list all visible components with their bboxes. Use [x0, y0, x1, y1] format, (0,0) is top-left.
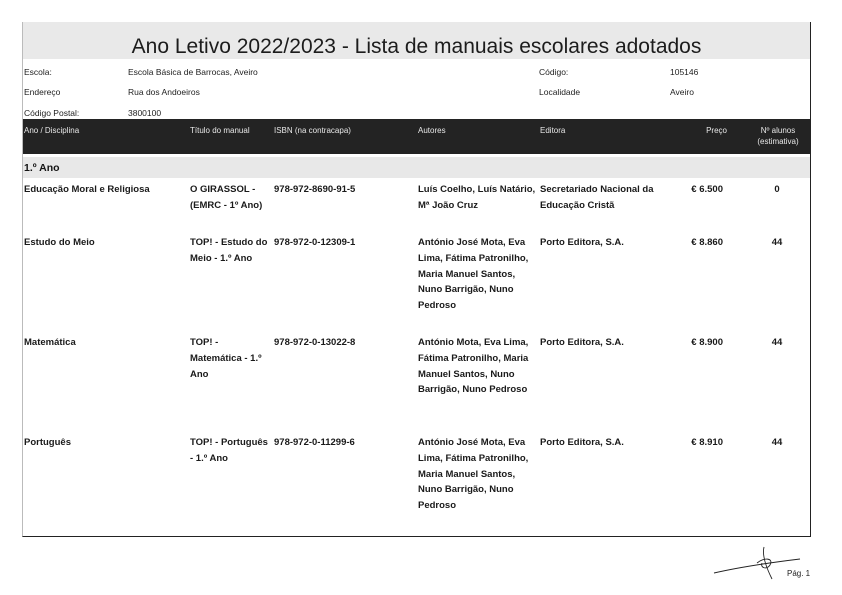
cell-autores: Luís Coelho, Luís Natário, Mª João Cruz [418, 184, 536, 211]
cell-preco: € 8.910 [691, 437, 723, 448]
header-isbn: ISBN (na contracapa) [274, 126, 351, 135]
header-preco: Preço [706, 126, 727, 135]
header-autores: Autores [418, 126, 446, 135]
localidade-value: Aveiro [670, 87, 694, 97]
cell-autores: António José Mota, Eva Lima, Fátima Patronilho, Maria Manuel Santos, Nuno Barrigão, Nuno Pedroso [418, 437, 529, 512]
cell-autores: António José Mota, Eva Lima, Fátima Patronilho, Maria Manuel Santos, Nuno Barrigão, Nuno Pedroso [418, 237, 529, 312]
cell-autores: António Mota, Eva Lima, Fátima Patronilho, Maria Manuel Santos, Nuno Barrigão, Nuno Pedroso [418, 337, 529, 396]
header-alunos [747, 125, 809, 147]
header-alunos-line1: Nº alunos [760, 126, 796, 135]
cell-alunos: 0 [774, 184, 780, 195]
cell-alunos: 44 [771, 437, 783, 448]
cell-alunos: 44 [771, 237, 783, 248]
escola-label: Escola: [24, 67, 52, 77]
cell-titulo: TOP! - Português - 1.º Ano [190, 437, 268, 464]
cell-titulo: TOP! - Estudo do Meio - 1.º Ano [190, 237, 268, 264]
cell-editora: Porto Editora, S.A. [540, 337, 624, 348]
cell-editora: Secretariado Nacional da Educação Cristã [540, 184, 654, 211]
header-disciplina: Ano / Disciplina [24, 126, 80, 135]
cell-editora: Porto Editora, S.A. [540, 437, 624, 448]
endereco-label: Endereço [24, 87, 61, 97]
cell-isbn: 978-972-0-11299-6 [274, 437, 355, 448]
cell-preco: € 8.860 [691, 237, 723, 248]
document-sheet [22, 22, 811, 537]
cell-isbn: 978-972-8690-91-5 [274, 184, 356, 195]
page-number: Pág. 1 [787, 569, 811, 578]
codigo-postal-value: 3800100 [128, 108, 162, 118]
codigo-value: 105146 [670, 67, 699, 77]
table-header [23, 119, 810, 154]
group-header [23, 157, 810, 178]
cell-isbn: 978-972-0-13022-8 [274, 337, 356, 348]
endereco-value: Rua dos Andoeiros [128, 87, 200, 97]
cell-disciplina: Estudo do Meio [24, 237, 95, 248]
cell-editora: Porto Editora, S.A. [540, 237, 624, 248]
cell-disciplina: Educação Moral e Religiosa [24, 184, 150, 195]
cell-titulo: TOP! - Matemática - 1.º Ano [190, 337, 262, 380]
cell-disciplina: Matemática [24, 337, 76, 348]
escola-value: Escola Básica de Barrocas, Aveiro [128, 67, 258, 77]
group-label: 1.º Ano [24, 162, 60, 174]
codigo-postal-label: Código Postal: [24, 108, 80, 118]
codigo-label: Código: [539, 67, 569, 77]
cell-isbn: 978-972-0-12309-1 [274, 237, 356, 248]
header-alunos-line2: (estimativa) [757, 137, 799, 146]
cell-disciplina: Português [24, 437, 71, 448]
cell-preco: € 8.900 [691, 337, 723, 348]
cell-titulo: O GIRASSOL - (EMRC - 1º Ano) [190, 184, 263, 211]
cell-alunos: 44 [771, 337, 783, 348]
page-title: Ano Letivo 2022/2023 - Lista de manuais escolares adotados [131, 35, 702, 58]
cell-preco: € 6.500 [691, 184, 723, 195]
header-editora: Editora [540, 126, 566, 135]
localidade-label: Localidade [539, 87, 581, 97]
header-titulo: Título do manual [190, 126, 250, 135]
